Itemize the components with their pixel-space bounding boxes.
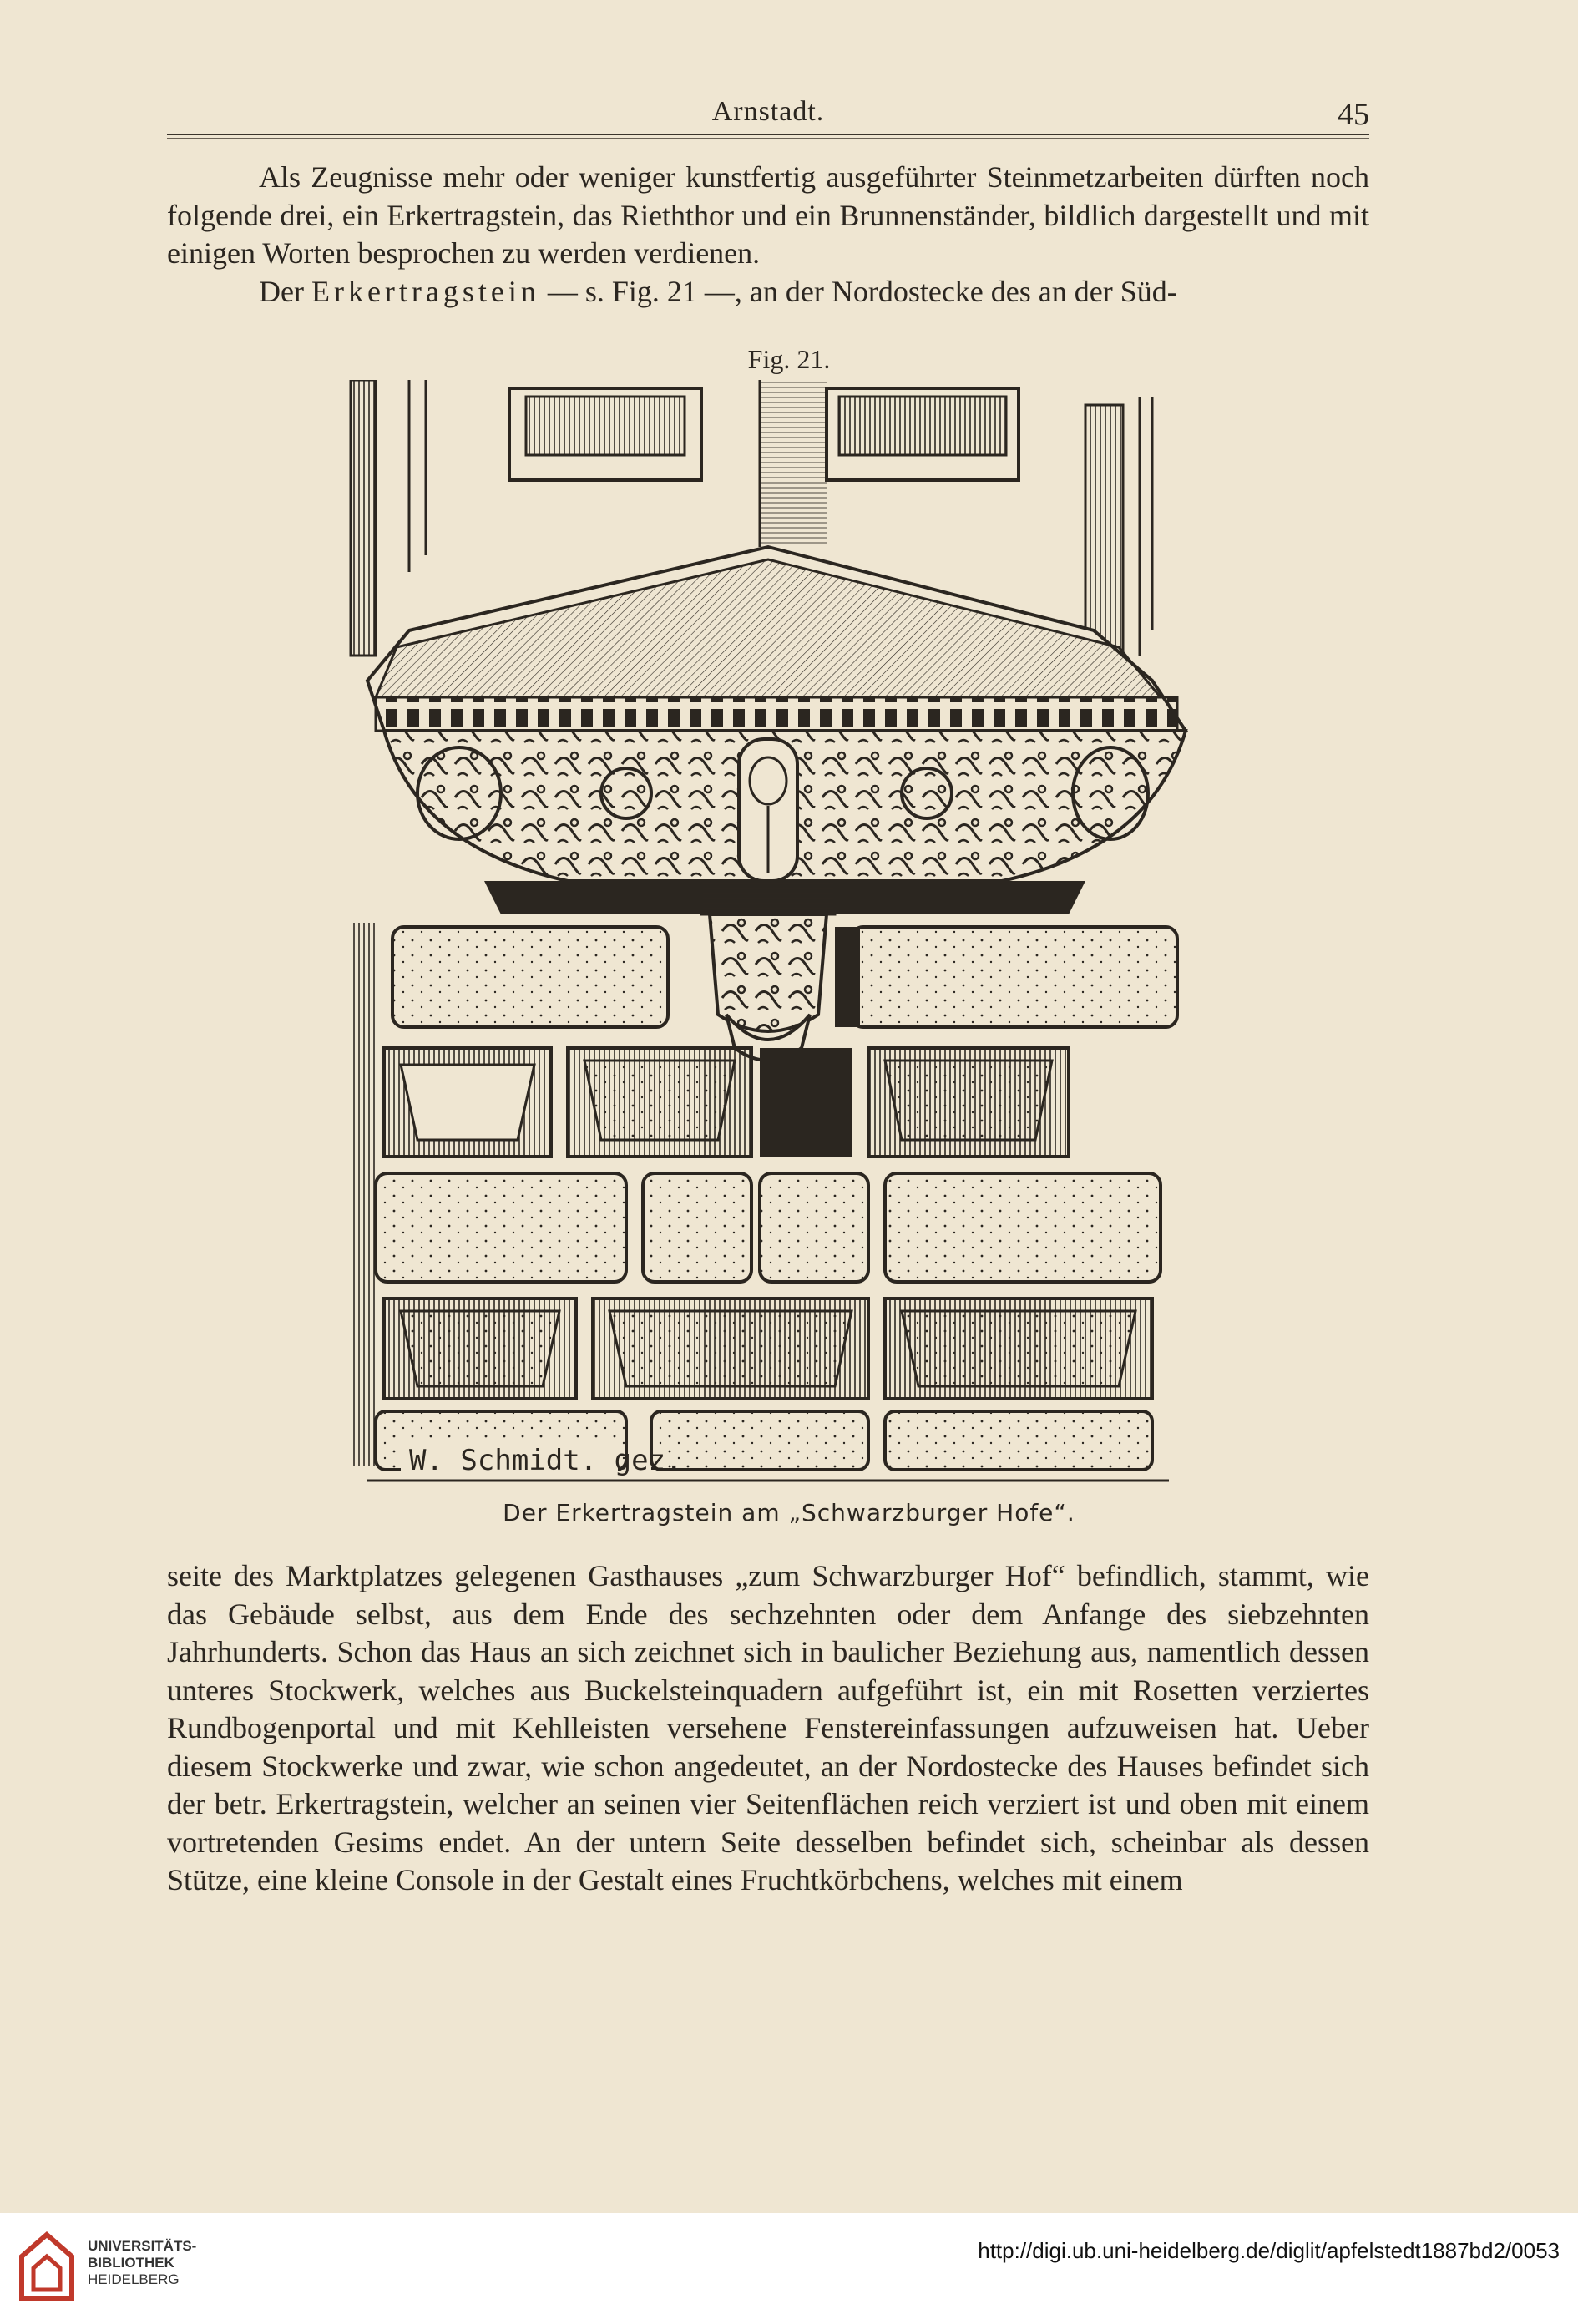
engraving-illustration <box>317 380 1252 1491</box>
header-rule <box>167 134 1369 135</box>
running-head <box>167 96 1369 138</box>
intro-p2-rest: — s. Fig. 21 —, an der Nordostecke des an der Süd- <box>539 274 1177 308</box>
figure-caption: Der Erkertragstein am „Schwarzburger Hofe“. <box>503 1499 1075 1527</box>
body-text <box>167 1557 1369 1900</box>
header-rule-thin <box>167 138 1369 139</box>
intro-paragraph-1: Als Zeugnisse mehr oder weniger kunstfertig ausgeführter Steinmetzarbeiten dürften noch folgende drei, ein Erkertragstein, das Rieththor und ein Brunnenständer, bildlich dargestellt und mit einigen Worten besprochen zu werden verdienen. <box>167 160 1369 270</box>
page-number: 45 <box>1338 97 1369 132</box>
cornice <box>367 547 1186 731</box>
library-line-3: HEIDELBERG <box>88 2271 180 2287</box>
intro-p2-start: Der <box>259 274 311 308</box>
running-title: Arnstadt. <box>711 96 825 127</box>
library-line-1: UNIVERSITÄTS- <box>88 2238 197 2254</box>
bracket-bowl <box>384 731 1186 881</box>
digitization-footer <box>0 2213 1578 2324</box>
console-basket <box>701 881 835 1061</box>
library-name <box>88 2238 196 2288</box>
figure-engraving <box>317 380 1252 1491</box>
intro-p2-emphasis: Erkertragstein <box>311 274 540 308</box>
logo-inner <box>33 2256 60 2290</box>
library-logo-icon <box>18 2231 75 2301</box>
source-url-link[interactable]: http://digi.ub.uni-heidelberg.de/diglit/apfelstedt1887bd2/0053 <box>978 2238 1560 2263</box>
intro-paragraph-2 <box>167 273 1369 311</box>
library-line-2: BIBLIOTHEK <box>88 2255 174 2271</box>
intro-text <box>167 159 1369 311</box>
body-paragraph: seite des Marktplatzes gelegenen Gasthauses „zum Schwarzburger Hof“ befindlich, stammt, wie das Gebäude selbst, aus dem Ende des sechzehnten oder dem Anfange des siebzehnten Jahrhunderts. Schon das Haus an sich zeichnet sich in baulicher Beziehung aus, namentlich dessen unteres Stockwerk, welches aus Buckelsteinquadern aufgeführt ist, ein mit Rosetten verziertes Rundbogenportal und mit Kehlleisten versehene Fenstereinfassungen aufzuweisen hat. Ueber diesem Stockwerke und zwar, wie schon angedeutet, an der Nordostecke des Hauses befindet sich der betr. Erkertragstein, welcher an seinen vier Seitenflächen reich verziert ist und oben mit einem vortretenden Gesims endet. An der untern Seite desselben befindet sich, scheinbar als dessen Stütze, eine kleine Console in der Gestalt eines Fruchtkörbchens, welches mit einem <box>167 1559 1369 1896</box>
figure-label: Fig. 21. <box>747 344 831 374</box>
artist-signature: W. Schmidt. gez. <box>409 1444 683 1477</box>
